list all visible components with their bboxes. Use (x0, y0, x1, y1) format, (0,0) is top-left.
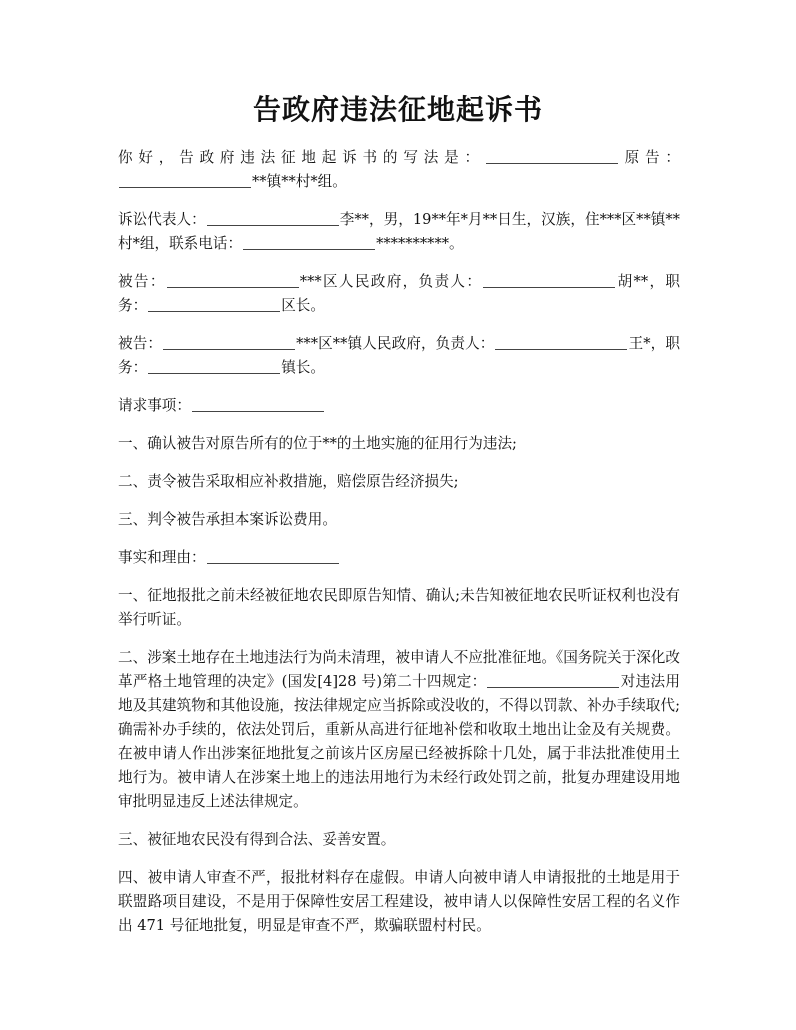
intro-paragraph (118, 146, 680, 194)
plaintiff-label: 原告： (618, 149, 680, 166)
reason-2-paragraph (118, 646, 680, 814)
fill-blank (148, 295, 280, 312)
fill-blank (163, 333, 295, 350)
claims-label: 请求事项： (118, 397, 191, 414)
representative-phone: **********。 (376, 235, 464, 252)
reason-3-paragraph: 三、被征地农民没有得到合法、妥善安置。 (118, 831, 396, 848)
document-body (118, 146, 680, 952)
defendant-title: 区长。 (281, 297, 325, 314)
fill-blank (207, 547, 339, 564)
claim-item: 三、判令被告承担本案诉讼费用。 (118, 511, 337, 528)
representative-details: 李**，男，19**年*月**日生，汉族，住***区**镇**村*组，联系电话： (118, 211, 680, 252)
representative-label: 诉讼代表人： (118, 211, 206, 228)
fill-blank (148, 357, 280, 374)
defendant-name: ***区**镇人民政府，负责人： (296, 335, 495, 352)
defendant-1-paragraph (118, 270, 680, 318)
fill-blank (486, 147, 618, 164)
intro-text: 你好，告政府违法征地起诉书的写法是： (118, 149, 485, 166)
defendant-label: 被告： (118, 273, 166, 290)
claims-heading (118, 394, 680, 418)
document-title: 告政府违法征地起诉书 (252, 93, 543, 126)
claim-item: 二、责令被告采取相应补救措施，赔偿原告经济损失; (118, 473, 459, 490)
representative-paragraph (118, 208, 680, 256)
reason-2-body: 对违法用地及其建筑物和其他设施，按法律规定应当拆除或没收的，不得以罚款、补办手续取代;确需补办手续的，依法处罚后，重新从高进行征地补偿和收取土地出让金及有关规费。在被申请人作出涉案征地批复之前该片区房屋已经被拆除十几处，属于非法批准使用土地行为。被申请人在涉案土地上的违法用地行为未经行政处罚之前，批复办理建设用地审批明显违反上述法律规定。 (118, 673, 680, 810)
facts-heading (118, 546, 680, 570)
defendant-2-paragraph (118, 332, 680, 380)
fill-blank (483, 271, 615, 288)
defendant-person: 胡**，职务： (118, 273, 680, 314)
claim-item: 一、确认被告对原告所有的位于**的土地实施的征用行为违法; (118, 435, 517, 452)
fill-blank (119, 171, 251, 188)
fill-blank (495, 333, 627, 350)
reason-2-intro: 二、涉案土地存在土地违法行为尚未清理，被申请人不应批准征地。《国务院关于深化改革严格土地管理的决定》(国发[4]28 号)第二十四规定： (118, 649, 680, 690)
defendant-name: ***区人民政府，负责人： (299, 273, 483, 290)
plaintiff-address: **镇**村*组。 (252, 173, 347, 190)
defendant-title: 镇长。 (281, 359, 325, 376)
defendant-person: 王*，职务： (118, 335, 680, 376)
facts-label: 事实和理由： (118, 549, 206, 566)
fill-blank (207, 209, 339, 226)
fill-blank (243, 233, 375, 250)
reason-4-paragraph: 四、被申请人审查不严，报批材料存在虚假。申请人向被申请人申请报批的土地是用于联盟路项目建设，不是用于保障性安居工程建设，被申请人以保障性安居工程的名义作出 471 号征地批复，明显是审查不严，欺骗联盟村村民。 (118, 869, 680, 934)
defendant-label: 被告： (118, 335, 163, 352)
reason-1-paragraph: 一、征地报批之前未经被征地农民即原告知情、确认;未告知被征地农民听证权利也没有举行听证。 (118, 587, 680, 628)
fill-blank (167, 271, 299, 288)
fill-blank (192, 395, 324, 412)
fill-blank (487, 671, 619, 688)
